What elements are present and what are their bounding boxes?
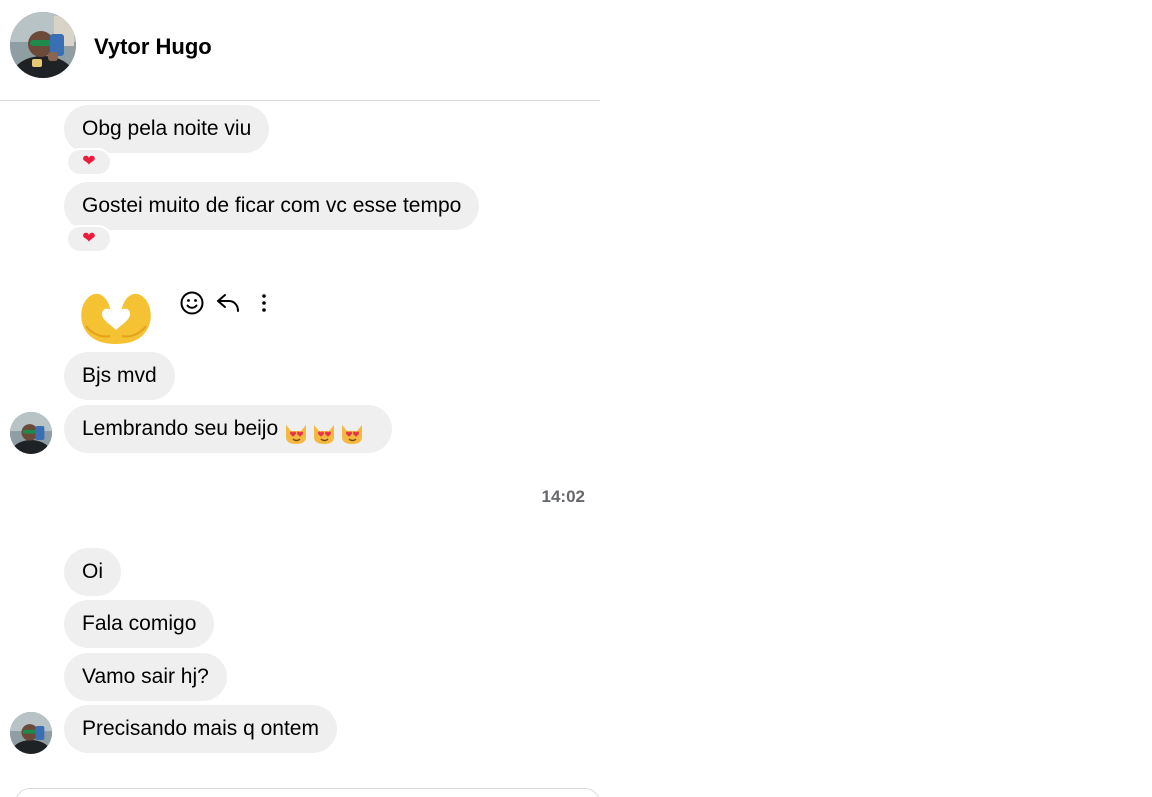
sender-avatar[interactable] xyxy=(10,412,52,454)
message-actions xyxy=(176,288,284,318)
heart-eyes-cat-emoji xyxy=(284,415,374,439)
reply-icon xyxy=(215,290,241,316)
message-bubble[interactable] xyxy=(64,653,227,701)
message-bubble[interactable] xyxy=(64,705,337,753)
heart-reaction-icon: ❤ xyxy=(82,153,96,170)
message-bubble[interactable] xyxy=(64,600,214,648)
message-input[interactable] xyxy=(15,788,600,797)
message-text: Precisando mais q ontem xyxy=(82,717,319,740)
message-bubble[interactable] xyxy=(64,182,479,230)
contact-name[interactable]: Vytor Hugo xyxy=(94,34,212,59)
smiley-icon xyxy=(179,290,205,316)
chat-header xyxy=(0,0,600,101)
profile-photo-icon xyxy=(10,412,52,454)
reply-button[interactable] xyxy=(212,288,244,318)
message-text: Vamo sair hj? xyxy=(82,665,209,688)
message-text: Lembrando seu beijo xyxy=(82,417,279,440)
message-bubble[interactable] xyxy=(64,352,175,400)
message-text: Bjs mvd xyxy=(82,364,157,387)
message-bubble[interactable] xyxy=(64,405,392,453)
sender-avatar[interactable] xyxy=(10,712,52,754)
more-options-icon xyxy=(251,290,277,316)
message-text: Gostei muito de ficar com vc esse tempo xyxy=(82,194,462,217)
contact-avatar[interactable] xyxy=(10,12,76,78)
reaction-badge[interactable] xyxy=(66,225,112,253)
reaction-badge[interactable] xyxy=(66,148,112,176)
message-text: Oi xyxy=(82,560,103,583)
message-bubble[interactable] xyxy=(64,548,121,596)
message-bubble[interactable] xyxy=(64,105,269,153)
heart-reaction-icon: ❤ xyxy=(82,230,96,247)
heart-hands-emoji[interactable] xyxy=(76,288,156,346)
profile-photo-icon xyxy=(10,712,52,754)
react-button[interactable] xyxy=(176,288,208,318)
profile-photo-icon xyxy=(10,12,76,78)
message-text: Fala comigo xyxy=(82,612,197,635)
more-options-button[interactable] xyxy=(248,288,280,318)
message-text: Obg pela noite viu xyxy=(82,117,252,140)
message-timestamp: 14:02 xyxy=(541,487,585,506)
